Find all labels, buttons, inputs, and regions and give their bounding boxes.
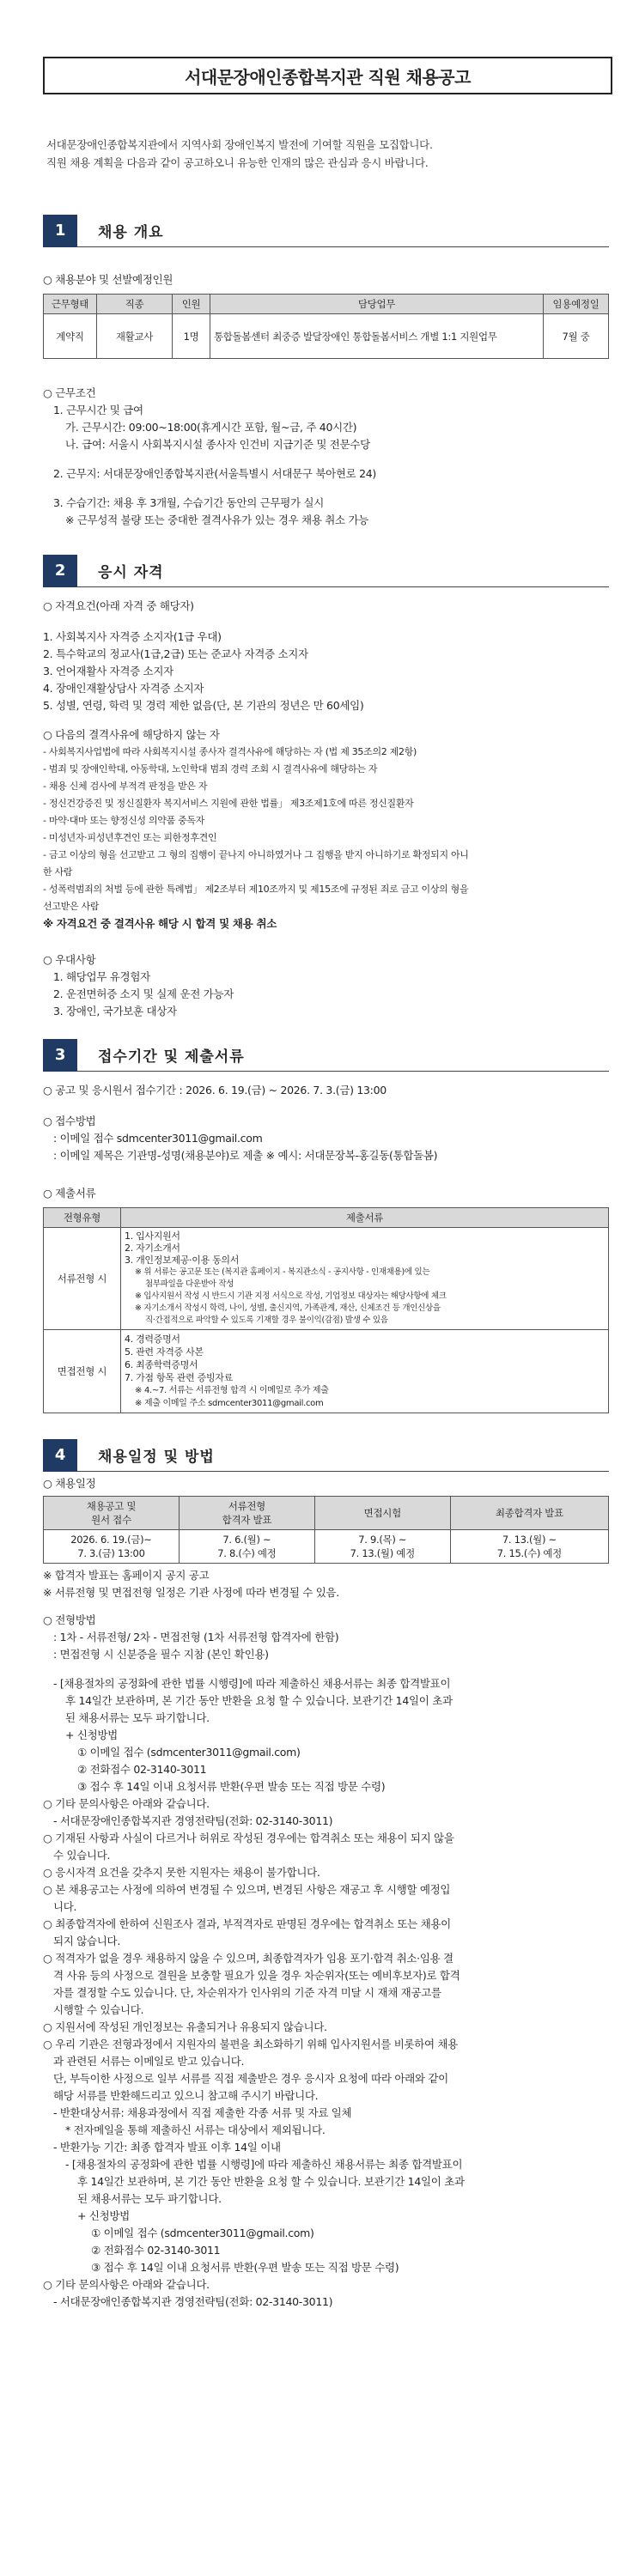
- disq-line: - 성폭력범죄의 처벌 등에 관한 특례법」 제2조부터 제10조까지 및 제15조에 규정된 죄로 금고 이상의 형을: [43, 884, 469, 895]
- pref-line: 3. 장애인, 국가보훈 대상자: [53, 1005, 177, 1018]
- qual-line: 5. 성별, 연령, 학력 및 경력 제한 없음(단, 본 기관의 정년은 만 60세임): [43, 699, 364, 712]
- col-header: 인원: [173, 295, 210, 314]
- doc-item: 6. 최종학력증명서: [125, 1359, 198, 1370]
- cond-line: 가. 근무시간: 09:00~18:00(휴게시간 포함, 월~금, 주 40시간): [65, 421, 357, 434]
- doc-type: 서류전형 시: [44, 1228, 121, 1330]
- col-header: 최종합격자 발표: [450, 1497, 608, 1530]
- page-title: 서대문장애인종합복지관 직원 채용공고: [185, 66, 471, 88]
- doc-item: 직·간접적으로 파악할 수 있도록 기재할 경우 불이익(감점) 발생 수 있음: [145, 1315, 388, 1325]
- period-line: ○ 공고 및 응시원서 접수기간 : 2026. 6. 19.(금) ~ 2026. 7. 3.(금) 13:00: [43, 1084, 386, 1097]
- section-number: 2: [43, 555, 77, 587]
- doc-item: 5. 관련 자격증 사본: [125, 1346, 204, 1358]
- return-line: 후 14일간 보관하며, 본 기간 동안 반환을 요청 할 수 있습니다. 보관기간 14일이 초과: [65, 1694, 453, 1707]
- note-line: - 서대문장애인종합복지관 경영전략팀(전화: 02-3140-3011): [53, 2295, 333, 2308]
- method-line: : 면접전형 시 신분증을 필수 지참 (본인 확인용): [53, 1648, 269, 1661]
- table-heading: ○ 채용분야 및 선발예정인원: [43, 273, 173, 286]
- col-header: 면접시험: [314, 1497, 450, 1530]
- section-label: 채용 개요: [98, 224, 164, 241]
- qual-line: 1. 사회복지사 자격증 소지자(1급 우대): [43, 630, 222, 643]
- doc-item: 4. 경력증명서: [125, 1334, 180, 1345]
- table-cell: 통합돌봄센터 최중증 발달장애인 통합돌봄서비스 개별 1:1 지원업무: [210, 314, 544, 359]
- return-line: ③ 접수 후 14일 이내 요청서류 반환(우편 발송 또는 직접 방문 수령): [77, 1780, 386, 1793]
- cond-line: 나. 급여: 서울시 사회복지시설 종사자 인건비 지급기준 및 전문수당: [65, 438, 370, 451]
- note-line: ○ 본 채용공고는 사정에 의하여 변경될 수 있으며, 변경된 사항은 재공고 후 시행할 예정입: [43, 1883, 451, 1896]
- doc-item: 7. 가점 항목 관련 증빙자료: [125, 1372, 233, 1383]
- section-number: 3: [43, 1039, 77, 1072]
- note-line: 시행할 수 있습니다.: [53, 2003, 144, 2016]
- note-line: * 전자메일을 통해 제출하신 서류는 대상에서 제외됩니다.: [65, 2123, 326, 2136]
- note-line: ○ 지원서에 작성된 개인정보는 유출되거나 유용되지 않습니다.: [43, 2020, 327, 2033]
- qual-line: 3. 언어재활사 자격증 소지자: [43, 665, 173, 677]
- note-line: 되지 않습니다.: [53, 1935, 120, 1947]
- disq-line: - 마약·대마 또는 향정신성 의약품 중독자: [43, 815, 205, 826]
- note-line: - [채용절차의 공정화에 관한 법률 시행령]에 따라 제출하신 채용서류는 최종 합격발표이: [65, 2158, 463, 2171]
- note-line: + 신청방법: [77, 2209, 130, 2222]
- docs-table: [43, 1207, 609, 1413]
- pref-heading: ○ 우대사항: [43, 953, 96, 966]
- return-line: ② 전화접수 02-3140-3011: [77, 1763, 207, 1776]
- doc-item: ※ 위 서류는 공고문 또는 (복지관 홈페이지 - 복지관소식 - 공지사항 - 인재채용)에 있는: [135, 1267, 430, 1277]
- col-header: 전형유형: [44, 1208, 121, 1228]
- qual-heading: ○ 자격요건(아래 자격 중 해당자): [43, 599, 194, 612]
- note-line: ① 이메일 접수 (sdmcenter3011@gmail.com): [91, 2227, 314, 2239]
- note-line: ○ 응시자격 요건을 갖추지 못한 지원자는 채용이 불가합니다.: [43, 1866, 320, 1879]
- col-header: 제출서류: [121, 1208, 609, 1228]
- disq-heading: ○ 다음의 결격사유에 해당하지 않는 자: [43, 728, 220, 741]
- disq-line: 선고받은 사람: [43, 901, 100, 912]
- table-cell: 2026. 6. 19.(금)~ 7. 3.(금) 13:00: [44, 1530, 180, 1564]
- note-line: ○ 최종합격자에 한하여 신원조사 결과, 부적격자로 판명된 경우에는 합격취소 또는 채용이: [43, 1917, 451, 1930]
- section-header-2: [43, 555, 609, 587]
- doc-item: ※ 제출 이메일 주소 sdmcenter3011@gmail.com: [135, 1399, 324, 1408]
- note-line: 니다.: [53, 1900, 77, 1913]
- note-line: 수 있습니다.: [53, 1849, 111, 1862]
- note-line: ③ 접수 후 14일 이내 요청서류 반환(우편 발송 또는 직접 방문 수령): [91, 2261, 399, 2274]
- table-cell: 7. 9.(목) ~ 7. 13.(월) 예정: [314, 1530, 450, 1564]
- method-line: : 이메일 접수 sdmcenter3011@gmail.com: [53, 1132, 263, 1145]
- note-line: ○ 기재된 사항과 사실이 다르거나 허위로 작성된 경우에는 합격취소 또는 채용이 되지 않을: [43, 1832, 454, 1844]
- pref-line: 1. 해당업무 유경험자: [53, 970, 150, 983]
- disq-note: ※ 자격요건 중 결격사유 해당 시 합격 및 채용 취소: [43, 917, 277, 930]
- note-line: - 반환가능 기간: 최종 합격자 발표 이후 14일 이내: [53, 2141, 281, 2154]
- section-number: 1: [43, 215, 77, 247]
- note-line: ○ 기타 문의사항은 아래와 같습니다.: [43, 2278, 210, 2291]
- sched-heading: ○ 채용일정: [43, 1477, 96, 1490]
- doc-item: 첨부파일을 다운받아 작성: [145, 1279, 234, 1289]
- table-cell: 1명: [173, 314, 210, 359]
- method-heading: ○ 전형방법: [43, 1613, 96, 1626]
- doc-item: 3. 개인정보제공·이용 동의서: [125, 1255, 240, 1266]
- disq-line: - 미성년자·피성년후견인 또는 피한정후견인: [43, 832, 217, 843]
- col-header: 임용예정일: [544, 295, 609, 314]
- note-line: 과 관련된 서류는 이메일로 받고 있습니다.: [53, 2055, 245, 2068]
- note-line: ○ 적격자가 없을 경우 채용하지 않을 수 있으며, 최종합격자가 임용 포기·합격 취소·임용 결: [43, 1952, 453, 1965]
- return-line: ① 이메일 접수 (sdmcenter3011@gmail.com): [77, 1746, 301, 1759]
- note-line: 된 채용서류는 모두 파기합니다.: [77, 2192, 222, 2205]
- col-header: 직종: [97, 295, 173, 314]
- return-line: 된 채용서류는 모두 파기합니다.: [65, 1711, 210, 1724]
- schedule-table: [43, 1496, 609, 1564]
- doc-item: ※ 4.~7. 서류는 서류전형 합격 시 이메일로 추가 제출: [135, 1386, 329, 1395]
- note-line: 단, 부득이한 사정으로 일부 서류를 직접 제출받은 경우 응시자 요청에 따라 아래와 같이: [53, 2072, 448, 2085]
- section-label: 응시 자격: [98, 564, 164, 581]
- return-line: - [채용절차의 공정화에 관한 법률 시행령]에 따라 제출하신 채용서류는 최종 합격발표이: [53, 1677, 451, 1690]
- note-line: 후 14일간 보관하며, 본 기간 동안 반환을 요청 할 수 있습니다. 보관기간 14일이 초과: [77, 2175, 465, 2188]
- doc-item: ※ 자기소개서 작성시 학력, 나이, 성별, 출신지역, 가족관계, 재산, 신체조건 등 개인신상을: [135, 1303, 441, 1313]
- col-header: 채용공고 및 원서 접수: [44, 1497, 180, 1530]
- cond-line: ※ 근무성적 불량 또는 중대한 결격사유가 있는 경우 채용 취소 가능: [65, 513, 369, 526]
- section-header-3: [43, 1039, 609, 1072]
- disq-line: - 범죄 및 장애인학대, 아동학대, 노인학대 범죄 경력 조회 시 결격사유에 해당하는 자: [43, 763, 378, 775]
- section-header-1: [43, 215, 609, 247]
- doc-item: ※ 입사지원서 작성 시 반드시 기관 지정 서식으로 작성, 기업정보 대상자는 해당사항에 체크: [135, 1291, 447, 1301]
- note-line: ○ 우리 기관은 전형과정에서 지원자의 불편을 최소화하기 위해 입사지원서를 비롯하여 채용: [43, 2038, 459, 2050]
- table-cell: 7. 6.(월) ~ 7. 8.(수) 예정: [179, 1530, 314, 1564]
- cond-line: 1. 근무시간 및 급여: [53, 404, 143, 416]
- qual-line: 2. 특수학교의 정교사(1급,2급) 또는 준교사 자격증 소지자: [43, 647, 308, 660]
- table-cell: 재활교사: [97, 314, 173, 359]
- disq-line: 한 사람: [43, 866, 73, 878]
- table-cell: 7. 13.(월) ~ 7. 15.(수) 예정: [450, 1530, 608, 1564]
- section-number: 4: [43, 1439, 77, 1472]
- title-box: [43, 57, 612, 94]
- note-line: - 반환대상서류: 채용과정에서 직접 제출한 각종 서류 및 자료 일체: [53, 2106, 352, 2119]
- cond-line: 2. 근무지: 서대문장애인종합복지관(서울특별시 서대문구 북아현로 24): [53, 467, 376, 480]
- table-cell: 7월 중: [544, 314, 609, 359]
- intro-line: 서대문장애인종합복지관에서 지역사회 장애인복지 발전에 기여할 직원을 모집합니다.: [46, 138, 433, 151]
- pref-line: 2. 운전면허증 소지 및 실제 운전 가능자: [53, 987, 234, 1000]
- disq-line: - 정신건강증진 및 정신질환자 복지서비스 지원에 관한 법률」 제3조제1호에 따른 정신질환자: [43, 798, 414, 809]
- method-line: : 1차 - 서류전형/ 2차 - 면접전형 (1차 서류전형 합격자에 한함): [53, 1631, 339, 1643]
- qual-line: 4. 장애인재활상담사 자격증 소지자: [43, 682, 204, 695]
- disq-line: - 금고 이상의 형을 선고받고 그 형의 집행이 끝나지 아니하였거나 그 집행을 받지 아니하기로 확정되지 아니: [43, 849, 469, 860]
- doc-item: 2. 자기소개서: [125, 1242, 180, 1254]
- section-label: 채용일정 및 방법: [98, 1449, 215, 1466]
- intro: [43, 136, 609, 172]
- intro-line: 직원 채용 계획을 다음과 같이 공고하오니 유능한 인재의 많은 관심과 응시 바랍니다.: [46, 156, 429, 169]
- doc-type: 면접전형 시: [44, 1330, 121, 1413]
- sched-note: ※ 합격자 발표는 홈페이지 공지 공고: [43, 1569, 210, 1582]
- return-line: + 신청방법: [65, 1728, 118, 1741]
- table-cell: 계약직: [44, 314, 97, 359]
- note-line: ② 전화접수 02-3140-3011: [91, 2244, 221, 2257]
- docs-heading: ○ 제출서류: [43, 1187, 96, 1200]
- note-line: 자를 결정할 수도 있습니다. 단, 차순위자가 인사위의 기준 자격 미달 시 재채 재공고를: [53, 1986, 441, 1999]
- sched-note: ※ 서류전형 및 면접전형 일정은 기관 사정에 따라 변경될 수 있음.: [43, 1586, 339, 1599]
- disq-line: - 사회복지사업법에 따라 사회복지시설 종사자 결격사유에 해당하는 자 (법 제 35조의2 제2항): [43, 746, 417, 757]
- method-line: : 이메일 제목은 기관명-성명(채용분야)로 제출 ※ 예시: 서대문장복-홍길동(통합돌봄): [53, 1149, 438, 1162]
- recruit-table: [43, 294, 609, 359]
- return-line: ○ 기타 문의사항은 아래와 같습니다.: [43, 1797, 210, 1810]
- cond-line: 3. 수습기간: 채용 후 3개월, 수습기간 동안의 근무평가 실시: [53, 496, 325, 509]
- return-line: - 서대문장애인종합복지관 경영전략팀(전화: 02-3140-3011): [53, 1814, 333, 1827]
- disq-line: - 채용 신체 검사에 부적격 판정을 받은 자: [43, 781, 208, 792]
- cond-heading: ○ 근무조건: [43, 386, 96, 399]
- doc-item: 1. 입사지원서: [125, 1230, 180, 1242]
- method-heading: ○ 접수방법: [43, 1115, 96, 1127]
- section-header-4: [43, 1439, 609, 1472]
- section-label: 접수기간 및 제출서류: [98, 1048, 245, 1066]
- col-header: 근무형태: [44, 295, 97, 314]
- note-line: 해당 서류를 반환해드리고 있으니 참고해 주시기 바랍니다.: [53, 2089, 319, 2102]
- note-line: 격 사유 등의 사정으로 결원을 보충할 필요가 있을 경우 차순위자(또는 예비후보자)로 합격: [53, 1969, 460, 1982]
- col-header: 담당업무: [210, 295, 544, 314]
- col-header: 서류전형 합격자 발표: [179, 1497, 314, 1530]
